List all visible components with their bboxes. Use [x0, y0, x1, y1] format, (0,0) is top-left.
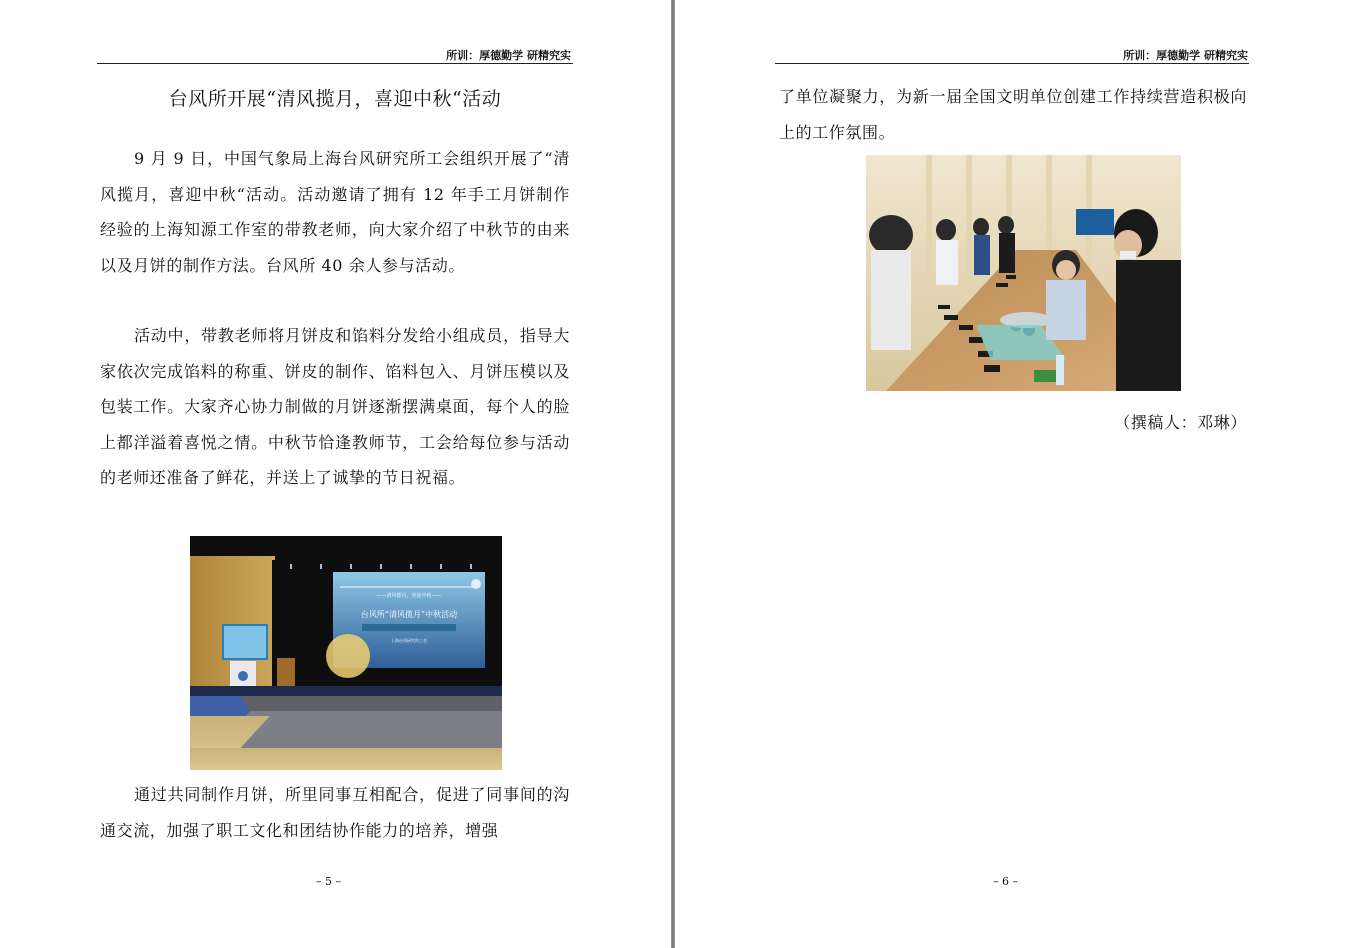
article-paragraph-2: 活动中，带教老师将月饼皮和馅料分发给小组成员，指导大家依次完成馅料的称重、饼皮的制作、馅料包入、月饼压模以及包装工作。大家齐心协力制做的月饼逐渐摆满桌面，每个人的脸上都洋溢着喜悦之情。中秋节恰逢教师节，工会给每位参与活动的老师还准备了鲜花，并送上了诚挚的节日祝福。 — [100, 326, 570, 487]
mooncake-making-photo — [866, 155, 1181, 391]
stage-event-photo — [190, 536, 502, 770]
page-number-6: – 6 – — [993, 875, 1018, 888]
header-motto: 所训：厚德勤学 研精究实 — [446, 49, 571, 62]
screen-caption-line1: ——清风揽月，喜迎中秋—— — [376, 593, 442, 599]
article-paragraph-continued: 了单位凝聚力，为新一届全国文明单位创建工作持续营造积极向上的工作氛围。 — [779, 87, 1247, 142]
document-page-5 — [0, 0, 672, 948]
author-credit: （撰稿人：邓琳） — [1114, 413, 1247, 432]
screen-caption-sub: 上海台风研究所工会 — [391, 638, 427, 643]
header-motto-right: 所训：厚德勤学 研精究实 — [1123, 49, 1248, 62]
article-title: 台风所开展“清风揽月，喜迎中秋“活动 — [168, 88, 502, 110]
screen-caption-title: 台风所“清风揽月”中秋活动 — [360, 610, 458, 619]
document-page-6 — [675, 0, 1346, 948]
header-rule — [97, 63, 573, 64]
header-rule-right — [775, 63, 1249, 64]
page-number-5: – 5 – — [316, 875, 341, 888]
article-paragraph-1: 9 月 9 日，中国气象局上海台风研究所工会组织开展了“清风揽月，喜迎中秋“活动。活动邀请了拥有 12 年手工月饼制作经验的上海知源工作室的带教老师，向大家介绍了中秋节的由来以及月饼的制作方法。台风所 40 余人参与活动。 — [100, 149, 570, 275]
article-paragraph-3: 通过共同制作月饼，所里同事互相配合，促进了同事间的沟通交流，加强了职工文化和团结协作能力的培养，增强 — [100, 785, 570, 840]
